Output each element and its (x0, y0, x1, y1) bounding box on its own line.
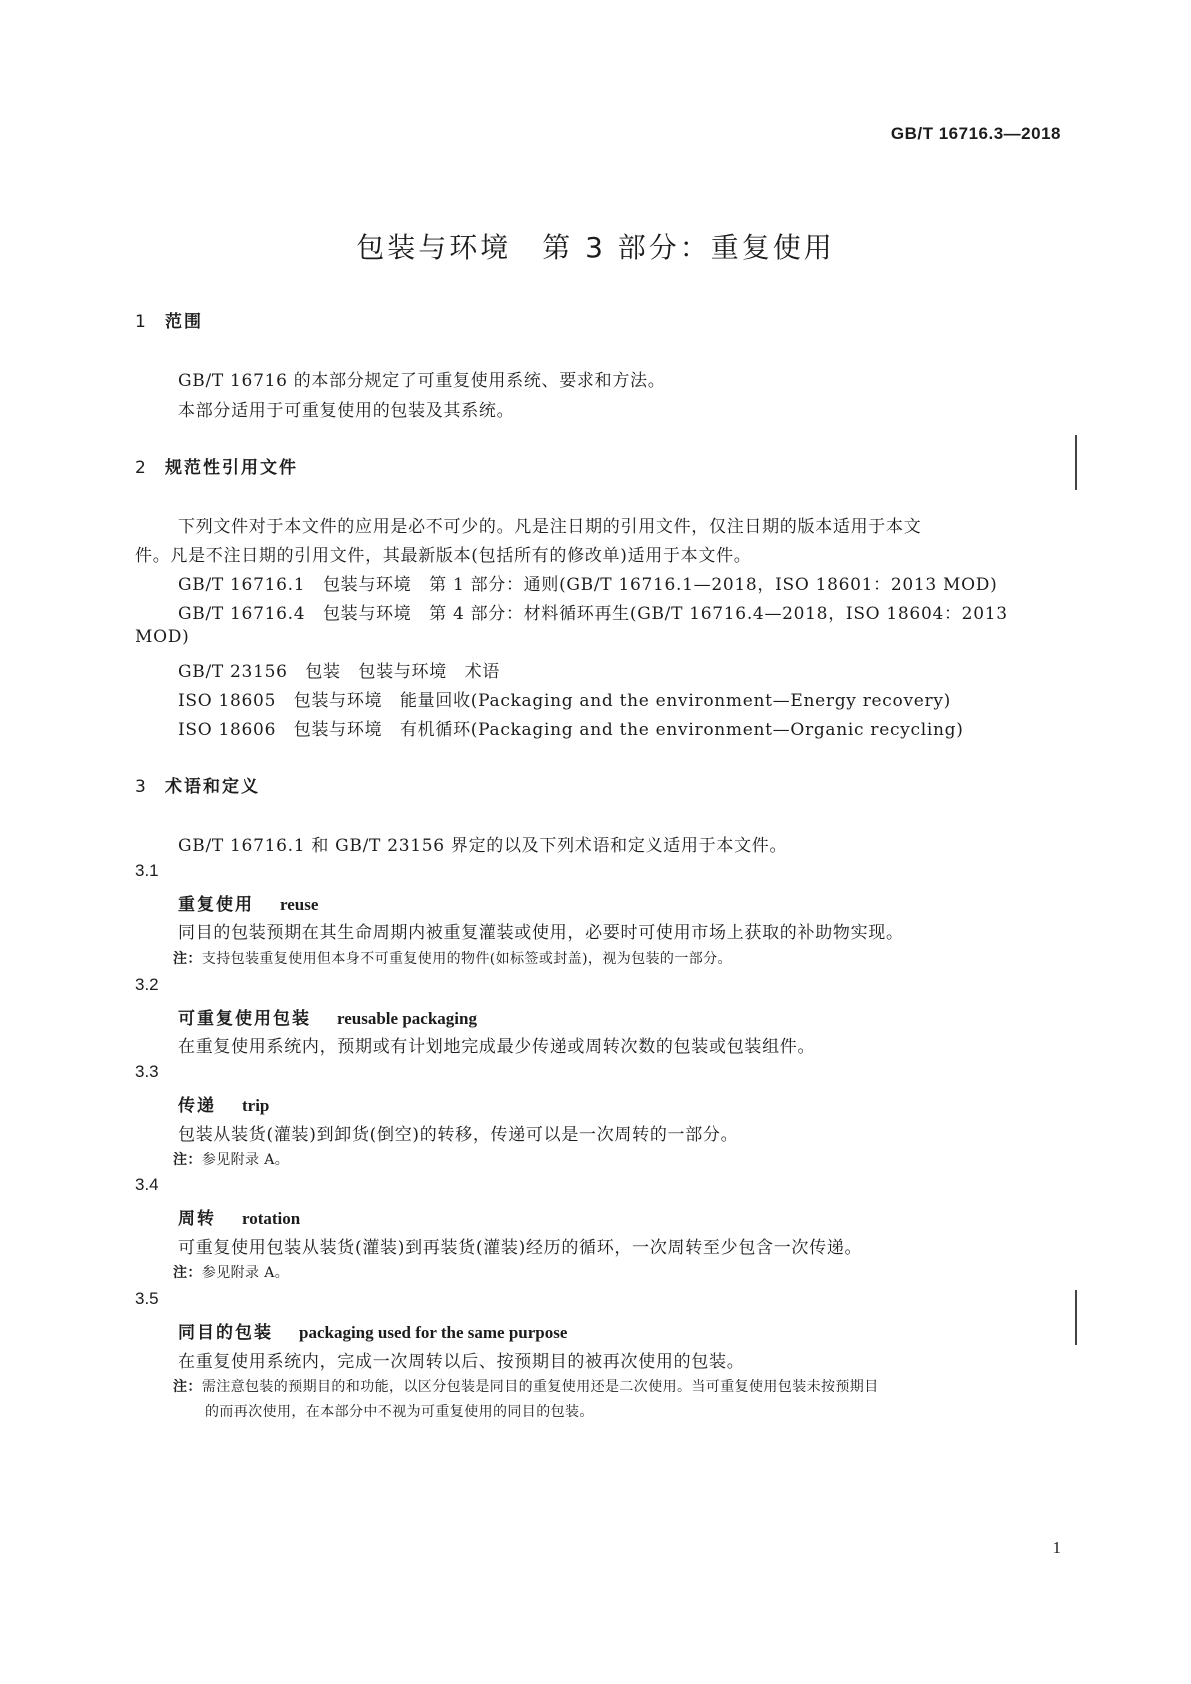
term-chinese: 周转 (178, 1209, 216, 1229)
term-english: reusable packaging (337, 1009, 477, 1028)
term-chinese: 同目的包装 (178, 1323, 273, 1343)
term-entry (178, 890, 318, 915)
paragraph-line: 件。凡是不注日期的引用文件，其最新版本(包括所有的修改单)适用于本文件。 (135, 546, 752, 566)
term-entry (178, 1091, 269, 1116)
term-chinese: 传递 (178, 1096, 216, 1116)
section-heading-1 (135, 307, 203, 332)
term-definition: 包装从装货(灌装)到卸货(倒空)的转移，传递可以是一次周转的一部分。 (178, 1125, 739, 1145)
term-chinese: 可重复使用包装 (178, 1009, 311, 1029)
term-english: reuse (280, 895, 319, 914)
reference-item-continuation: MOD) (135, 627, 190, 647)
note-label: 注： (173, 1152, 202, 1168)
term-note (173, 1262, 289, 1282)
reference-item: ISO 18606 包装与环境 有机循环(Packaging and the environment—Organic recycling) (178, 720, 964, 740)
paragraph-line: GB/T 16716.1 和 GB/T 23156 界定的以及下列术语和定义适用于本文件。 (178, 836, 788, 856)
term-number: 3.4 (135, 1175, 159, 1194)
reference-item: GB/T 16716.4 包装与环境 第 4 部分：材料循环再生(GB/T 16716.4—2018，ISO 18604：2013 (178, 604, 1008, 624)
margin-mark (1075, 435, 1077, 490)
note-text: 参见附录 A。 (201, 1265, 290, 1281)
term-english: rotation (242, 1209, 301, 1228)
section-number: 2 (135, 458, 146, 478)
term-entry (178, 1004, 477, 1029)
term-definition: 在重复使用系统内，完成一次周转以后、按预期目的被再次使用的包装。 (178, 1352, 745, 1372)
paragraph-line: 下列文件对于本文件的应用是必不可少的。凡是注日期的引用文件，仅注日期的版本适用于本文 (178, 517, 922, 537)
paragraph-line: GB/T 16716 的本部分规定了可重复使用系统、要求和方法。 (178, 371, 666, 391)
term-entry (178, 1318, 567, 1343)
section-number: 1 (135, 312, 146, 332)
document-title: 包装与环境 第 3 部分：重复使用 (356, 231, 835, 264)
term-note-continuation: 的而再次使用，在本部分中不视为可重复使用的同目的包装。 (205, 1404, 594, 1420)
note-label: 注： (173, 1379, 202, 1395)
reference-item: ISO 18605 包装与环境 能量回收(Packaging and the environment—Energy recovery) (178, 691, 951, 711)
page-number: 1 (1052, 1538, 1061, 1557)
term-number: 3.1 (135, 861, 159, 880)
note-text: 需注意包装的预期目的和功能，以区分包装是同目的重复使用还是二次使用。当可重复使用包装未按预期目 (201, 1379, 879, 1395)
section-number: 3 (135, 777, 146, 797)
note-label: 注： (173, 1265, 202, 1281)
term-note (173, 1376, 879, 1396)
term-entry (178, 1204, 300, 1229)
section-heading-3 (135, 772, 260, 797)
standard-number: GB/T 16716.3—2018 (890, 124, 1061, 143)
section-title: 术语和定义 (165, 777, 260, 797)
paragraph-line: 本部分适用于可重复使用的包装及其系统。 (178, 401, 515, 421)
term-english: trip (242, 1096, 270, 1115)
term-number: 3.3 (135, 1062, 159, 1081)
section-title: 范围 (165, 312, 203, 332)
note-text: 支持包装重复使用但本身不可重复使用的物件(如标签或封盖)，视为包装的一部分。 (201, 951, 732, 967)
section-title: 规范性引用文件 (165, 458, 298, 478)
margin-mark (1075, 1290, 1077, 1345)
reference-item: GB/T 16716.1 包装与环境 第 1 部分：通则(GB/T 16716.1—2018，ISO 18601：2013 MOD) (178, 575, 998, 595)
term-number: 3.5 (135, 1289, 159, 1308)
term-note (173, 948, 732, 968)
term-definition: 可重复使用包装从装货(灌装)到再装货(灌装)经历的循环，一次周转至少包含一次传递。 (178, 1238, 863, 1258)
term-english: packaging used for the same purpose (299, 1323, 568, 1342)
reference-item: GB/T 23156 包装 包装与环境 术语 (178, 662, 501, 682)
term-chinese: 重复使用 (178, 895, 254, 915)
term-number: 3.2 (135, 975, 159, 994)
term-note (173, 1149, 289, 1169)
term-definition: 在重复使用系统内，预期或有计划地完成最少传递或周转次数的包装或包装组件。 (178, 1037, 816, 1057)
note-label: 注： (173, 951, 202, 967)
term-definition: 同目的包装预期在其生命周期内被重复灌装或使用，必要时可使用市场上获取的补助物实现。 (178, 923, 904, 943)
note-text: 参见附录 A。 (201, 1152, 290, 1168)
section-heading-2 (135, 453, 298, 478)
